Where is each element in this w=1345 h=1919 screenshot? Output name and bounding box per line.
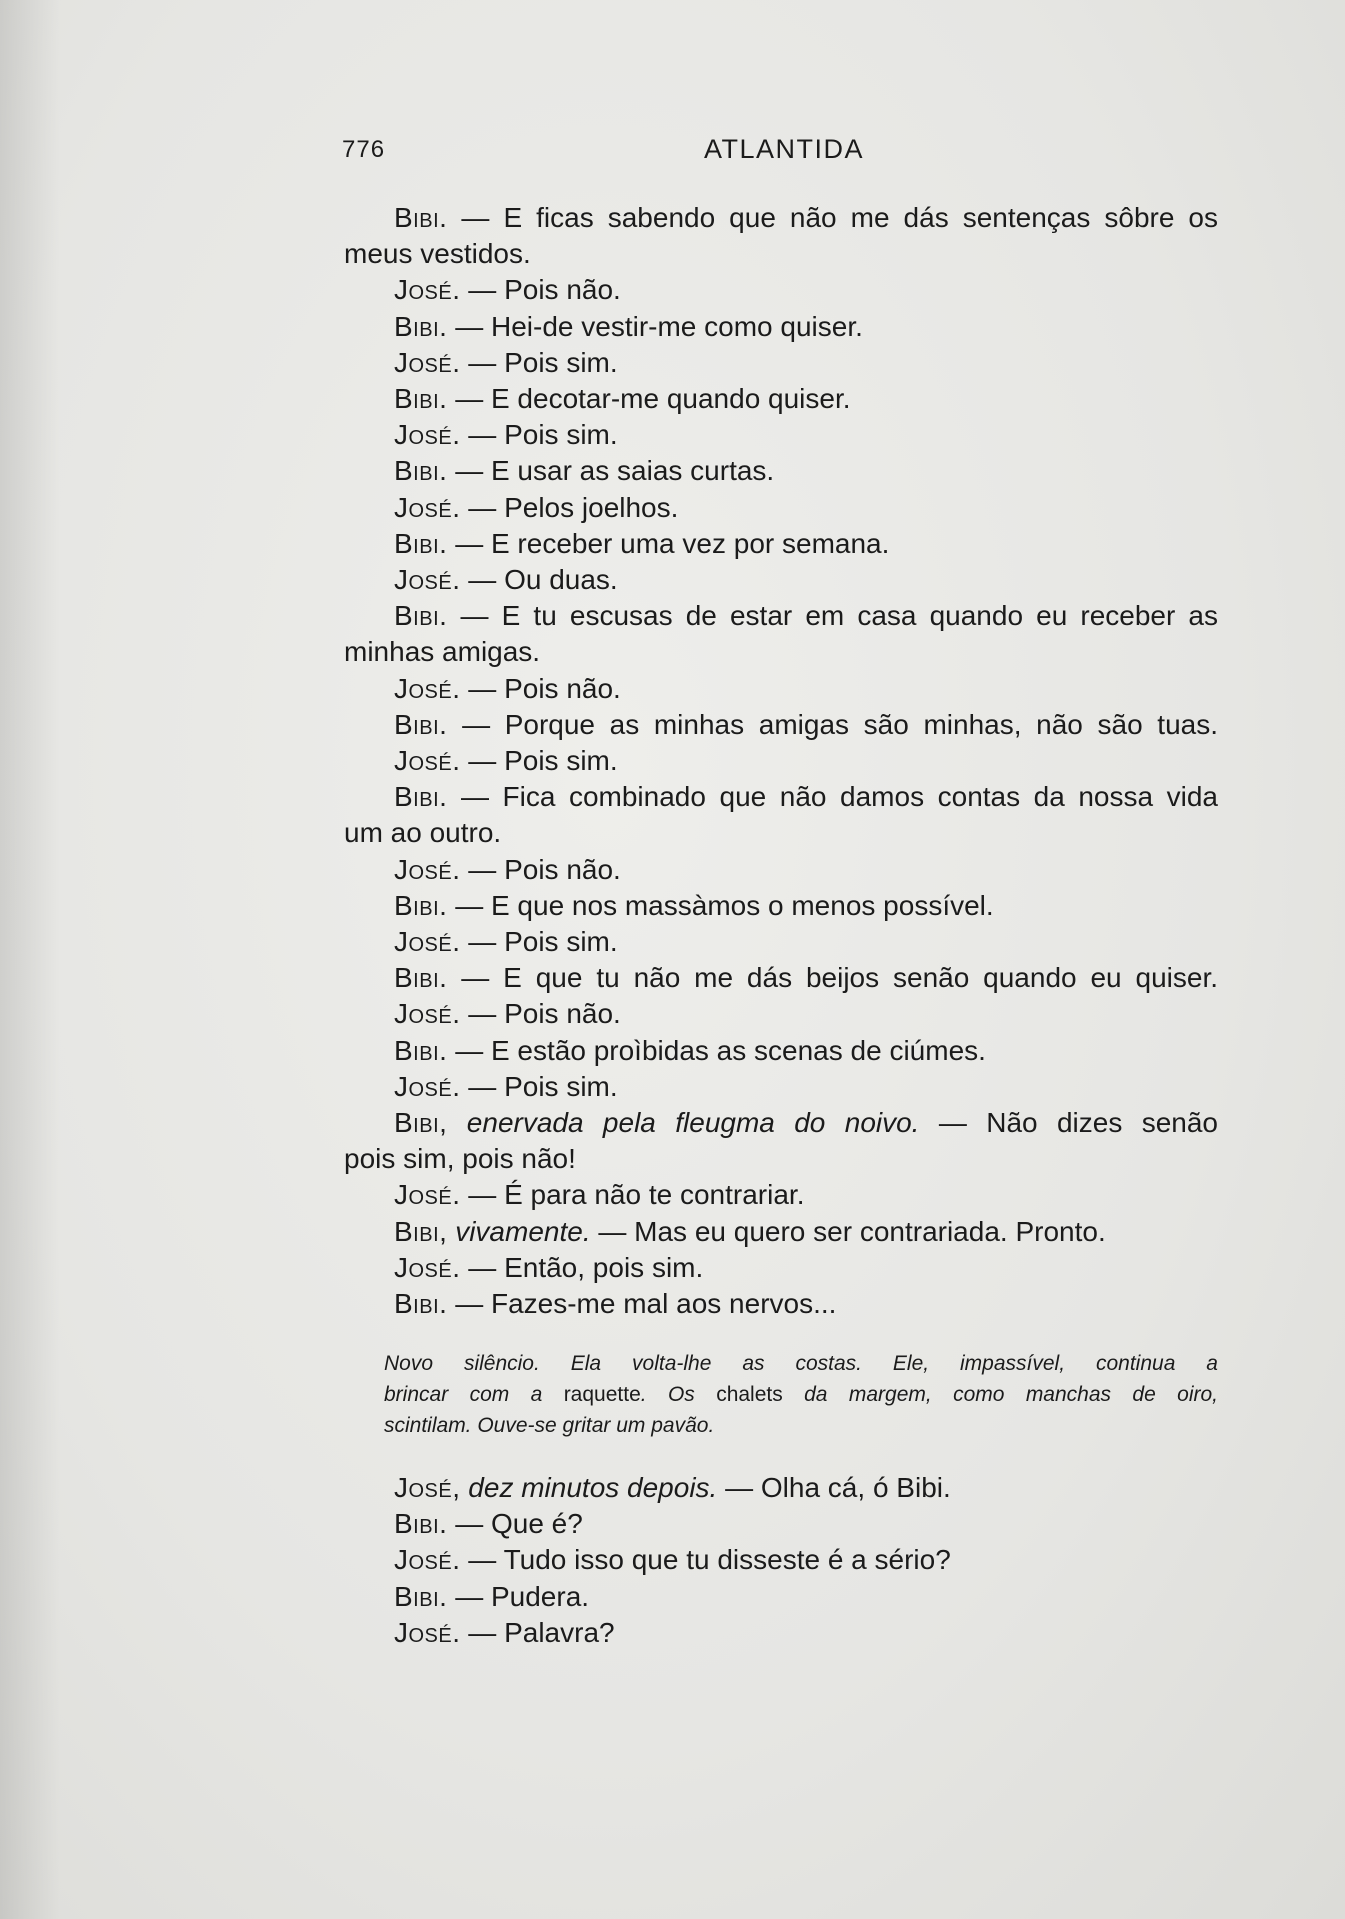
dialogue-continuation: um ao outro. (344, 817, 502, 849)
dialogue-line (348, 453, 1218, 489)
dialogue-block (344, 200, 1218, 1322)
speaker: José. (394, 491, 461, 523)
dialogue-line (348, 490, 1218, 526)
speech: — E que nos massàmos o menos possível. (447, 889, 994, 921)
speaker: Bibi. (394, 600, 448, 632)
dialogue-line (348, 1177, 1218, 1213)
speaker: Bibi. (394, 202, 448, 233)
speech: — Tudo isso que tu disseste é a sério? (460, 1544, 951, 1576)
speaker: Bibi. (394, 527, 448, 559)
dialogue-line (348, 1470, 1218, 1506)
speaker: Bibi. (394, 310, 448, 342)
dialogue-line (348, 345, 1218, 381)
speech: — Porque as minhas amigas são minhas, não são tuas. (447, 708, 1218, 740)
stage-direction (384, 1348, 1218, 1441)
spine-shadow (0, 0, 60, 1919)
speech: — Então, pois sim. (460, 1251, 704, 1283)
speech: — Pudera. (447, 1580, 590, 1612)
speaker: Bibi. (394, 889, 448, 921)
dialogue-line (348, 852, 1218, 888)
speaker: José. (394, 853, 461, 885)
dialogue-line (348, 1105, 1218, 1141)
speech: — Pois sim. (460, 1070, 618, 1102)
speaker: José. (394, 564, 461, 596)
speech: — Olha cá, ó Bibi. (717, 1472, 951, 1503)
speaker: Bibi. (394, 1034, 448, 1066)
speaker: José. (394, 1544, 461, 1576)
speaker: José. (394, 998, 461, 1030)
speech: — Hei-de vestir-me como quiser. (447, 310, 863, 342)
dialogue-line (348, 1214, 1218, 1250)
stage-text: brincar com a (384, 1383, 564, 1406)
speech: — E estão proìbidas as scenas de ciúmes. (447, 1034, 986, 1066)
speech: — Pois não. (460, 672, 621, 704)
dialogue-line (348, 417, 1218, 453)
stage-direction-line: Novo silêncio. Ela volta-lhe as costas. Ele, impassível, continua a (384, 1352, 1218, 1375)
speaker: Bibi. (394, 1508, 448, 1540)
dialogue-line (348, 1033, 1218, 1069)
speaker: José. (394, 926, 461, 958)
speech: — É para não te contrariar. (460, 1179, 805, 1211)
speaker: José. (394, 274, 461, 306)
speech: — Pois sim. (460, 745, 618, 777)
speech: — E ficas sabendo que não me dás sentenças sôbre os (447, 202, 1218, 233)
stage-foreign-word: raquette (563, 1383, 641, 1406)
dialogue-line (348, 1506, 1218, 1542)
speech: — E que tu não me dás beijos senão quando eu quiser. (447, 962, 1218, 994)
dialogue-line (348, 1286, 1218, 1322)
dialogue-line (348, 562, 1218, 598)
speaker: José. (394, 672, 461, 704)
speaker: José. (394, 1616, 461, 1648)
dialogue-line (348, 1579, 1218, 1615)
stage-direction-inline: vivamente. (447, 1215, 591, 1247)
speaker: Bibi, (394, 1215, 448, 1247)
dialogue-line (348, 779, 1218, 815)
speech: — E receber uma vez por semana. (447, 527, 890, 559)
stage-foreign-word: chalets (716, 1383, 783, 1406)
speech: — Pois não. (460, 853, 621, 885)
dialogue-line (348, 960, 1218, 996)
speaker: Bibi. (394, 962, 448, 994)
speech: — Fazes-me mal aos nervos... (447, 1288, 837, 1320)
speaker: José. (394, 346, 461, 378)
speaker: Bibi. (394, 1288, 448, 1320)
page-header (342, 132, 1222, 172)
speaker: Bibi. (394, 455, 448, 487)
dialogue-line (348, 598, 1218, 634)
speaker: José. (394, 419, 461, 451)
dialogue-line (348, 1615, 1218, 1651)
speaker: José. (394, 745, 461, 777)
dialogue-block-2 (348, 1470, 1218, 1651)
speaker: Bibi. (394, 383, 448, 415)
stage-direction-line: scintilam. Ouve-se gritar um pavão. (384, 1414, 715, 1437)
speech: — Não dizes senão (919, 1107, 1218, 1139)
dialogue-line (348, 671, 1218, 707)
speech: — E tu escusas de estar em casa quando eu receber as (447, 600, 1218, 632)
stage-text: da margem, como manchas de oiro, (782, 1383, 1218, 1406)
speech: — Que é? (447, 1508, 583, 1540)
speaker: José. (394, 1179, 461, 1211)
speech: — E usar as saias curtas. (447, 455, 775, 487)
speech: — Mas eu quero ser contrariada. Pronto. (590, 1215, 1106, 1247)
stage-direction-inline: dez minutos depois. (460, 1472, 718, 1503)
speaker: José, (394, 1472, 461, 1503)
speech: — Pois sim. (460, 346, 618, 378)
dialogue-continuation: pois sim, pois não! (344, 1143, 576, 1175)
speaker: Bibi, (394, 1107, 448, 1139)
speaker: Bibi. (394, 1580, 448, 1612)
speech: — Pelos joelhos. (460, 491, 679, 523)
stage-direction-line (384, 1379, 1218, 1410)
dialogue-continuation: meus vestidos. (344, 238, 531, 270)
dialogue-line (348, 309, 1218, 345)
speaker: Bibi. (394, 708, 448, 740)
dialogue-line (348, 1250, 1218, 1286)
dialogue-line (348, 272, 1218, 308)
dialogue-line (348, 888, 1218, 924)
dialogue-line (348, 526, 1218, 562)
dialogue-continuation: minhas amigas. (344, 636, 541, 668)
speech: — Pois não. (460, 998, 621, 1030)
page-number: 776 (342, 136, 386, 163)
stage-text: . Os (640, 1383, 717, 1406)
speech: — Fica combinado que não damos contas da nossa vida (447, 781, 1218, 813)
dialogue-line (348, 1069, 1218, 1105)
running-title: ATLANTIDA (704, 134, 865, 164)
speech: — Pois sim. (460, 926, 618, 958)
dialogue-line (348, 707, 1218, 743)
speech: — Pois não. (460, 274, 621, 306)
dialogue-line (348, 924, 1218, 960)
speaker: José. (394, 1070, 461, 1102)
dialogue-line (348, 200, 1218, 236)
speech: — E decotar-me quando quiser. (447, 383, 851, 415)
dialogue-line (348, 743, 1218, 779)
speaker: Bibi. (394, 781, 448, 813)
dialogue-line (348, 996, 1218, 1032)
speech: — Palavra? (460, 1616, 615, 1648)
stage-direction-inline: enervada pela fleugma do noivo. (447, 1107, 920, 1139)
dialogue-line (348, 381, 1218, 417)
dialogue-line (348, 1542, 1218, 1578)
speech: — Ou duas. (460, 564, 618, 596)
speaker: José. (394, 1251, 461, 1283)
speech: — Pois sim. (460, 419, 618, 451)
